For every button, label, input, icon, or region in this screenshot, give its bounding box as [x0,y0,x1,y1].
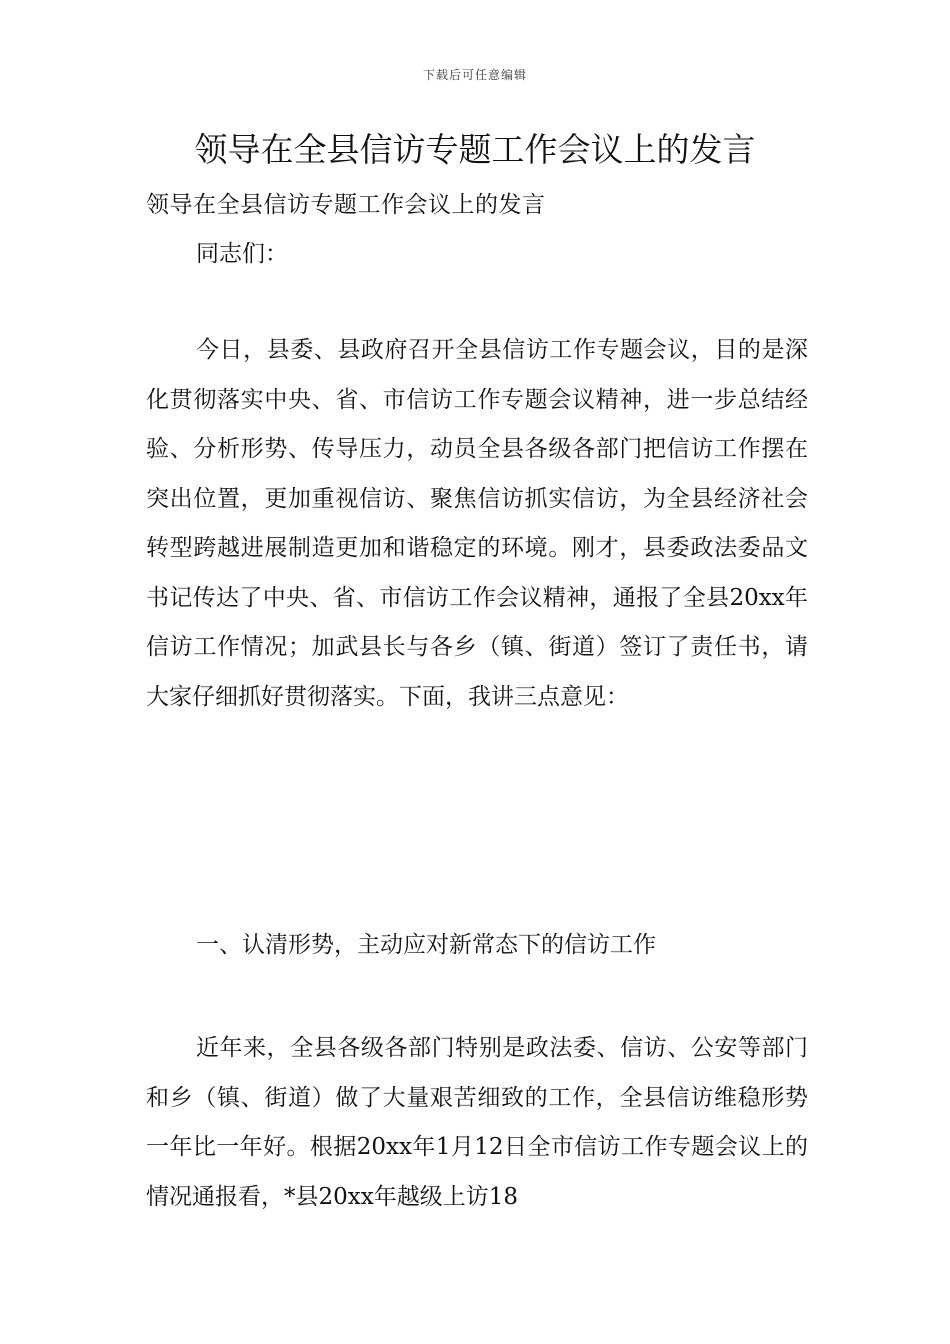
section-heading-1: 一、认清形势，主动应对新常态下的信访工作 [196,932,656,958]
salutation: 同志们： [196,241,288,267]
body-paragraph-1: 今日，县委、县政府召开全县信访工作专题会议，目的是深化贯彻落实中央、省、市信访工作专题会议精神，进一步总结经验、分析形势、传导压力，动员全县各级各部门把信访工作摆在突出位置，更加重视信访、聚焦信访抓实信访，为全县经济社会转型跨越进展制造更加和谐稳定的环境。刚才，县委政法委品文书记传达了中央、省、市信访工作会议精神，通报了全县20xx年信访工作情况；加武县长与各乡（镇、街道）签订了责任书，请大家仔细抓好贯彻落实。下面，我讲三点意见： [146,337,808,710]
page-header-note: 下载后可任意编辑 [422,68,527,82]
document-title: 领导在全县信访专题工作会议上的发言 [194,130,756,169]
body-paragraph-2: 近年来，全县各级各部门特别是政法委、信访、公安等部门和乡（镇、街道）做了大量艰苦细致的工作，全县信访维稳形势一年比一年好。根据20xx年1月12日全市信访工作专题会议上的情况通报看，*县20xx年越级上访18 [146,1035,808,1210]
document-subtitle: 领导在全县信访专题工作会议上的发言 [146,192,546,218]
